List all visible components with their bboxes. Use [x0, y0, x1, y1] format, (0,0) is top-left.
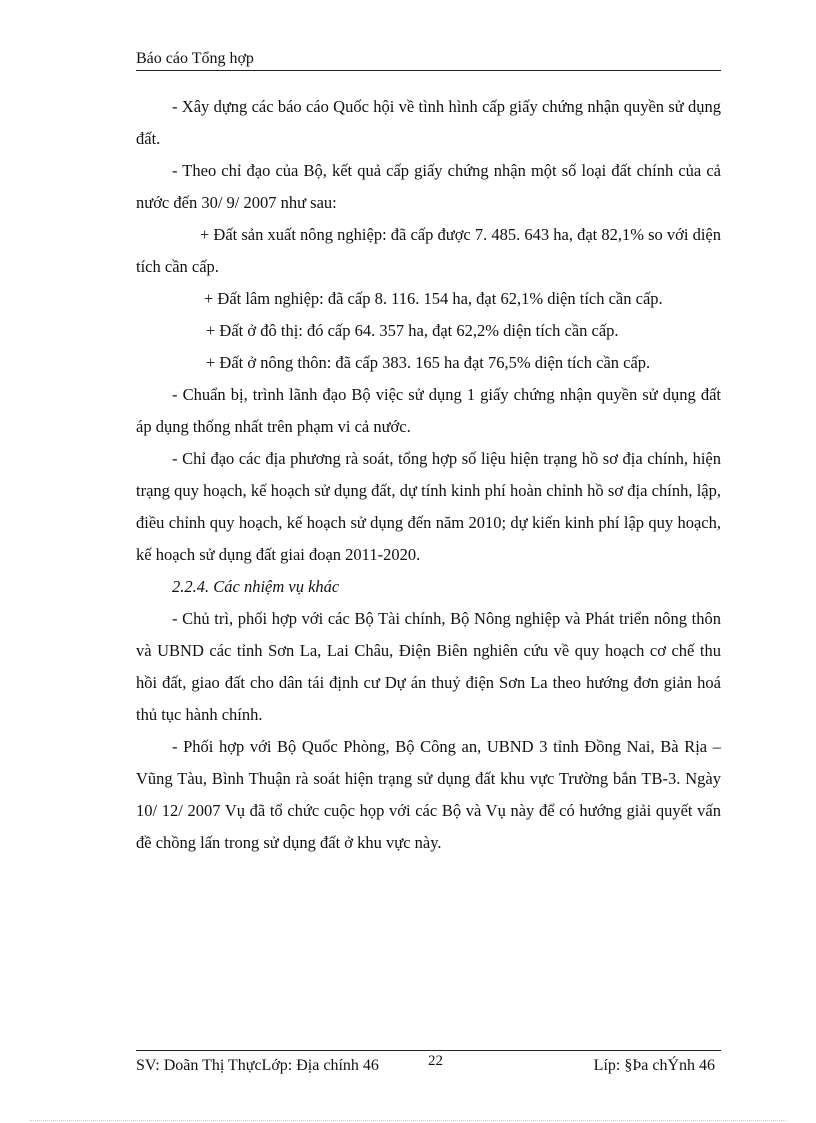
- list-item: + Đất ở nông thôn: đã cấp 383. 165 ha đạt 76,5% diện tích cần cấp.: [206, 353, 651, 372]
- list-item: + Đất lâm nghiệp: đã cấp 8. 116. 154 ha, đạt 62,1% diện tích cần cấp.: [204, 289, 663, 308]
- paragraph: - Chỉ đạo các địa phương rà soát, tổng hợp số liệu hiện trạng hồ sơ địa chính, hiện trạng quy hoạch, kế hoạch sử dụng đất, dự tính kinh phí hoàn chỉnh hồ sơ địa chính, lập, điều chỉnh quy hoạch, kế hoạch sử dụng đến năm 2010; dự kiến kinh phí lập quy hoạch, kế hoạch sử dụng đất giai đoạn 2011-2020.: [136, 449, 721, 564]
- paragraph: - Phối hợp với Bộ Quốc Phòng, Bộ Công an, UBND 3 tỉnh Đồng Nai, Bà Rịa – Vũng Tàu, Bình Thuận rà soát hiện trạng sử dụng đất khu vực Trường bắn TB-3. Ngày 10/ 12/ 2007 Vụ đã tổ chức cuộc họp với các Bộ và Vụ này để có hướng giải quyết vấn đề chồng lấn trong sử dụng đất ở khu vực này.: [136, 737, 721, 852]
- paragraph: - Theo chỉ đạo của Bộ, kết quả cấp giấy chứng nhận một số loại đất chính của cả nước đến 30/ 9/ 2007 như sau:: [136, 161, 721, 212]
- header-title: Báo cáo Tổng hợp: [136, 50, 254, 67]
- footer-student: SV: Doãn Thị ThựcLớp: Địa chính 46: [136, 1057, 379, 1074]
- paragraph: - Chủ trì, phối hợp với các Bộ Tài chính, Bộ Nông nghiệp và Phát triển nông thôn và UBND các tỉnh Sơn La, Lai Châu, Điện Biên nghiên cứu về quy hoạch cơ chế thu hồi đất, giao đất cho dân tái định cư Dự án thuỷ điện Sơn La theo hướng đơn giản hoá thủ tục hành chính.: [136, 609, 721, 724]
- paragraph: - Chuẩn bị, trình lãnh đạo Bộ việc sử dụng 1 giấy chứng nhận quyền sử dụng đất áp dụng thống nhất trên phạm vi cả nước.: [136, 385, 721, 436]
- section-heading: 2.2.4. Các nhiệm vụ khác: [172, 577, 340, 596]
- footer-divider: [136, 1050, 721, 1051]
- list-item: + Đất ở đô thị: đó cấp 64. 357 ha, đạt 62,2% diện tích cần cấp.: [206, 321, 619, 340]
- list-item: + Đất sản xuất nông nghiệp: đã cấp được 7. 485. 643 ha, đạt 82,1% so với diện tích cần cấp.: [136, 225, 721, 276]
- document-body: [136, 91, 721, 859]
- page-number: 22: [428, 1053, 443, 1069]
- footer-class: Líp: §Þa chÝnh 46: [593, 1057, 715, 1074]
- page-bottom-dotted-line: [30, 1120, 786, 1121]
- page-footer: [136, 1053, 721, 1077]
- page-header: [136, 48, 721, 71]
- paragraph: - Xây dựng các báo cáo Quốc hội về tình hình cấp giấy chứng nhận quyền sử dụng đất.: [136, 97, 721, 148]
